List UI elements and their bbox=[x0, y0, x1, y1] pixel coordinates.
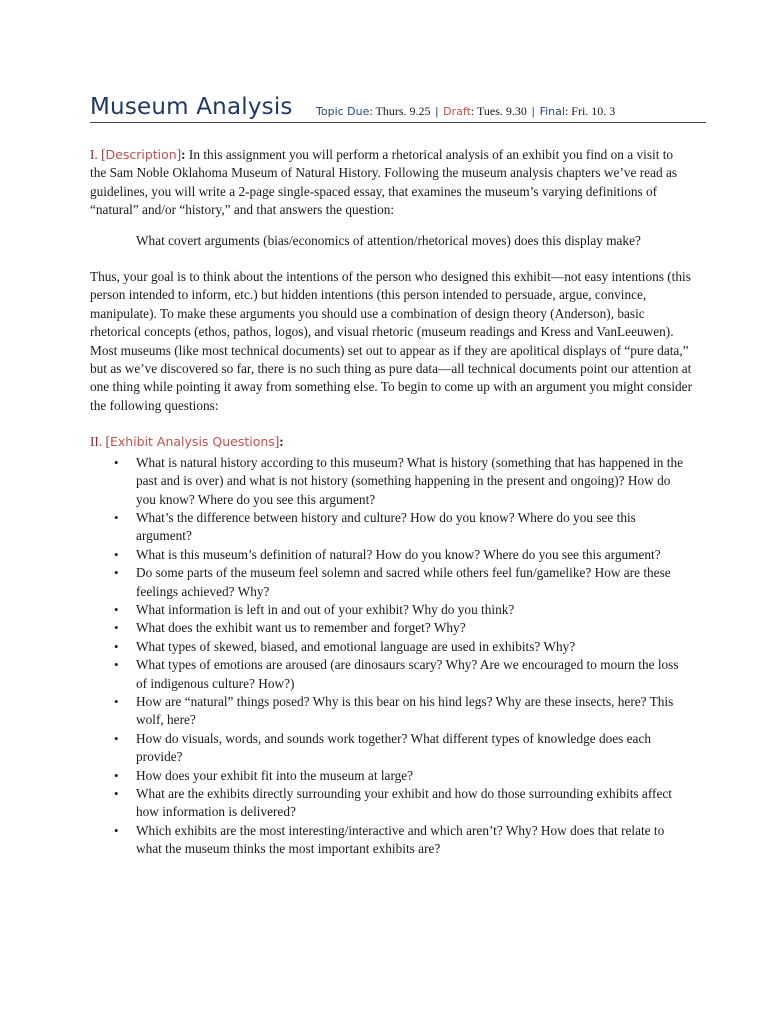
section-1-title: Description bbox=[105, 147, 177, 162]
draft-value: Tues. 9.30 bbox=[477, 104, 527, 118]
list-item: • How are “natural” things posed? Why is this bear on his hind legs? Why are these insects, here? This wolf, here? bbox=[136, 693, 692, 730]
final-label: Final bbox=[539, 105, 565, 118]
list-item: • Do some parts of the museum feel solemn and sacred while others feel fun/gamelike? How are these feelings achieved? Why? bbox=[136, 564, 692, 601]
list-item: • What are the exhibits directly surrounding your exhibit and how do those surrounding exhibits affect how information is delivered? bbox=[136, 785, 692, 822]
description-text: In this assignment you will perform a rhetorical analysis of an exhibit you find on a visit to the Sam Noble Oklahoma Museum of Natural History. Following the museum analysis chapters we’ve read as guidelines, you will write a 2-page single-spaced essay, that examines the museum’s varying definitions of “natural” and/or “history,” and that answers the question: bbox=[90, 147, 678, 218]
list-item: • What is natural history according to this museum? What is history (something that has happened in the past and is over) and what is not history (something happening in the present and ongoing)? How do you know? Where do you see this argument? bbox=[136, 454, 692, 509]
list-item: • What does the exhibit want us to remember and forget? Why? bbox=[136, 619, 692, 637]
list-item: • What types of emotions are aroused (are dinosaurs scary? Why? Are we encouraged to mourn the loss of indigenous culture? How?) bbox=[136, 656, 692, 693]
list-item: • What’s the difference between history and culture? How do you know? Where do you see this argument? bbox=[136, 509, 692, 546]
document-body bbox=[90, 146, 692, 859]
goal-paragraph: Thus, your goal is to think about the intentions of the person who designed this exhibit—not easy intentions (this person intended to inform, etc.) but hidden intentions (this person intended to persuade, argue, convince, manipulate). To make these arguments you should use a combination of design theory (Anderson), basic rhetorical concepts (ethos, pathos, logos), and visual rhetoric (museum readings and Kress and VanLeeuwen). Most museums (like most technical documents) set out to appear as if they are apolitical displays of “pure data,” but as we’ve discovered so far, there is no such thing as pure data—all technical documents point our attention at one thing while pointing it away from something else. To begin to come up with an argument you might consider the following questions: bbox=[90, 269, 693, 413]
section-2-numeral: II. bbox=[90, 434, 106, 450]
document-header bbox=[90, 92, 706, 123]
draft-label: Draft bbox=[443, 105, 471, 118]
page-title: Museum Analysis bbox=[90, 94, 293, 120]
list-item: • What types of skewed, biased, and emotional language are used in exhibits? Why? bbox=[136, 638, 692, 656]
list-item: • What information is left in and out of your exhibit? Why do you think? bbox=[136, 601, 692, 619]
section-2-heading: II. [Exhibit Analysis Questions]: bbox=[90, 434, 284, 450]
section-1-numeral: I. bbox=[90, 147, 102, 162]
list-item: • How do visuals, words, and sounds work together? What different types of knowledge does each provide? bbox=[136, 730, 692, 767]
key-question: What covert arguments (bias/economics of attention/rhetorical moves) does this display make? bbox=[136, 232, 641, 248]
description-paragraph: I. [Description]: In this assignment you will perform a rhetorical analysis of an exhibit you find on a visit to the Sam Noble Oklahoma Museum of Natural History. Following the museum analysis chapters we’ve read as guidelines, you will write a 2-page single-spaced essay, that examines the museum’s varying definitions of “natural” and/or “history,” and that answers the question: bbox=[90, 147, 678, 218]
list-item: • Which exhibits are the most interesting/interactive and which aren’t? Why? How does that relate to what the museum thinks the most important exhibits are? bbox=[136, 822, 692, 859]
questions-list bbox=[90, 454, 692, 859]
section-2-title: Exhibit Analysis Questions bbox=[109, 434, 275, 450]
topic-due-value: Thurs. 9.25 bbox=[375, 104, 431, 118]
list-item: • What is this museum’s definition of natural? How do you know? Where do you see this argument? bbox=[136, 546, 692, 564]
final-value: Fri. 10. 3 bbox=[571, 104, 616, 118]
list-item: • How does your exhibit fit into the museum at large? bbox=[136, 767, 692, 785]
due-dates: Topic Due: Thurs. 9.25 | Draft: Tues. 9.30 | Final: Fri. 10. 3 bbox=[316, 104, 616, 118]
topic-due-label: Topic Due bbox=[316, 105, 370, 118]
